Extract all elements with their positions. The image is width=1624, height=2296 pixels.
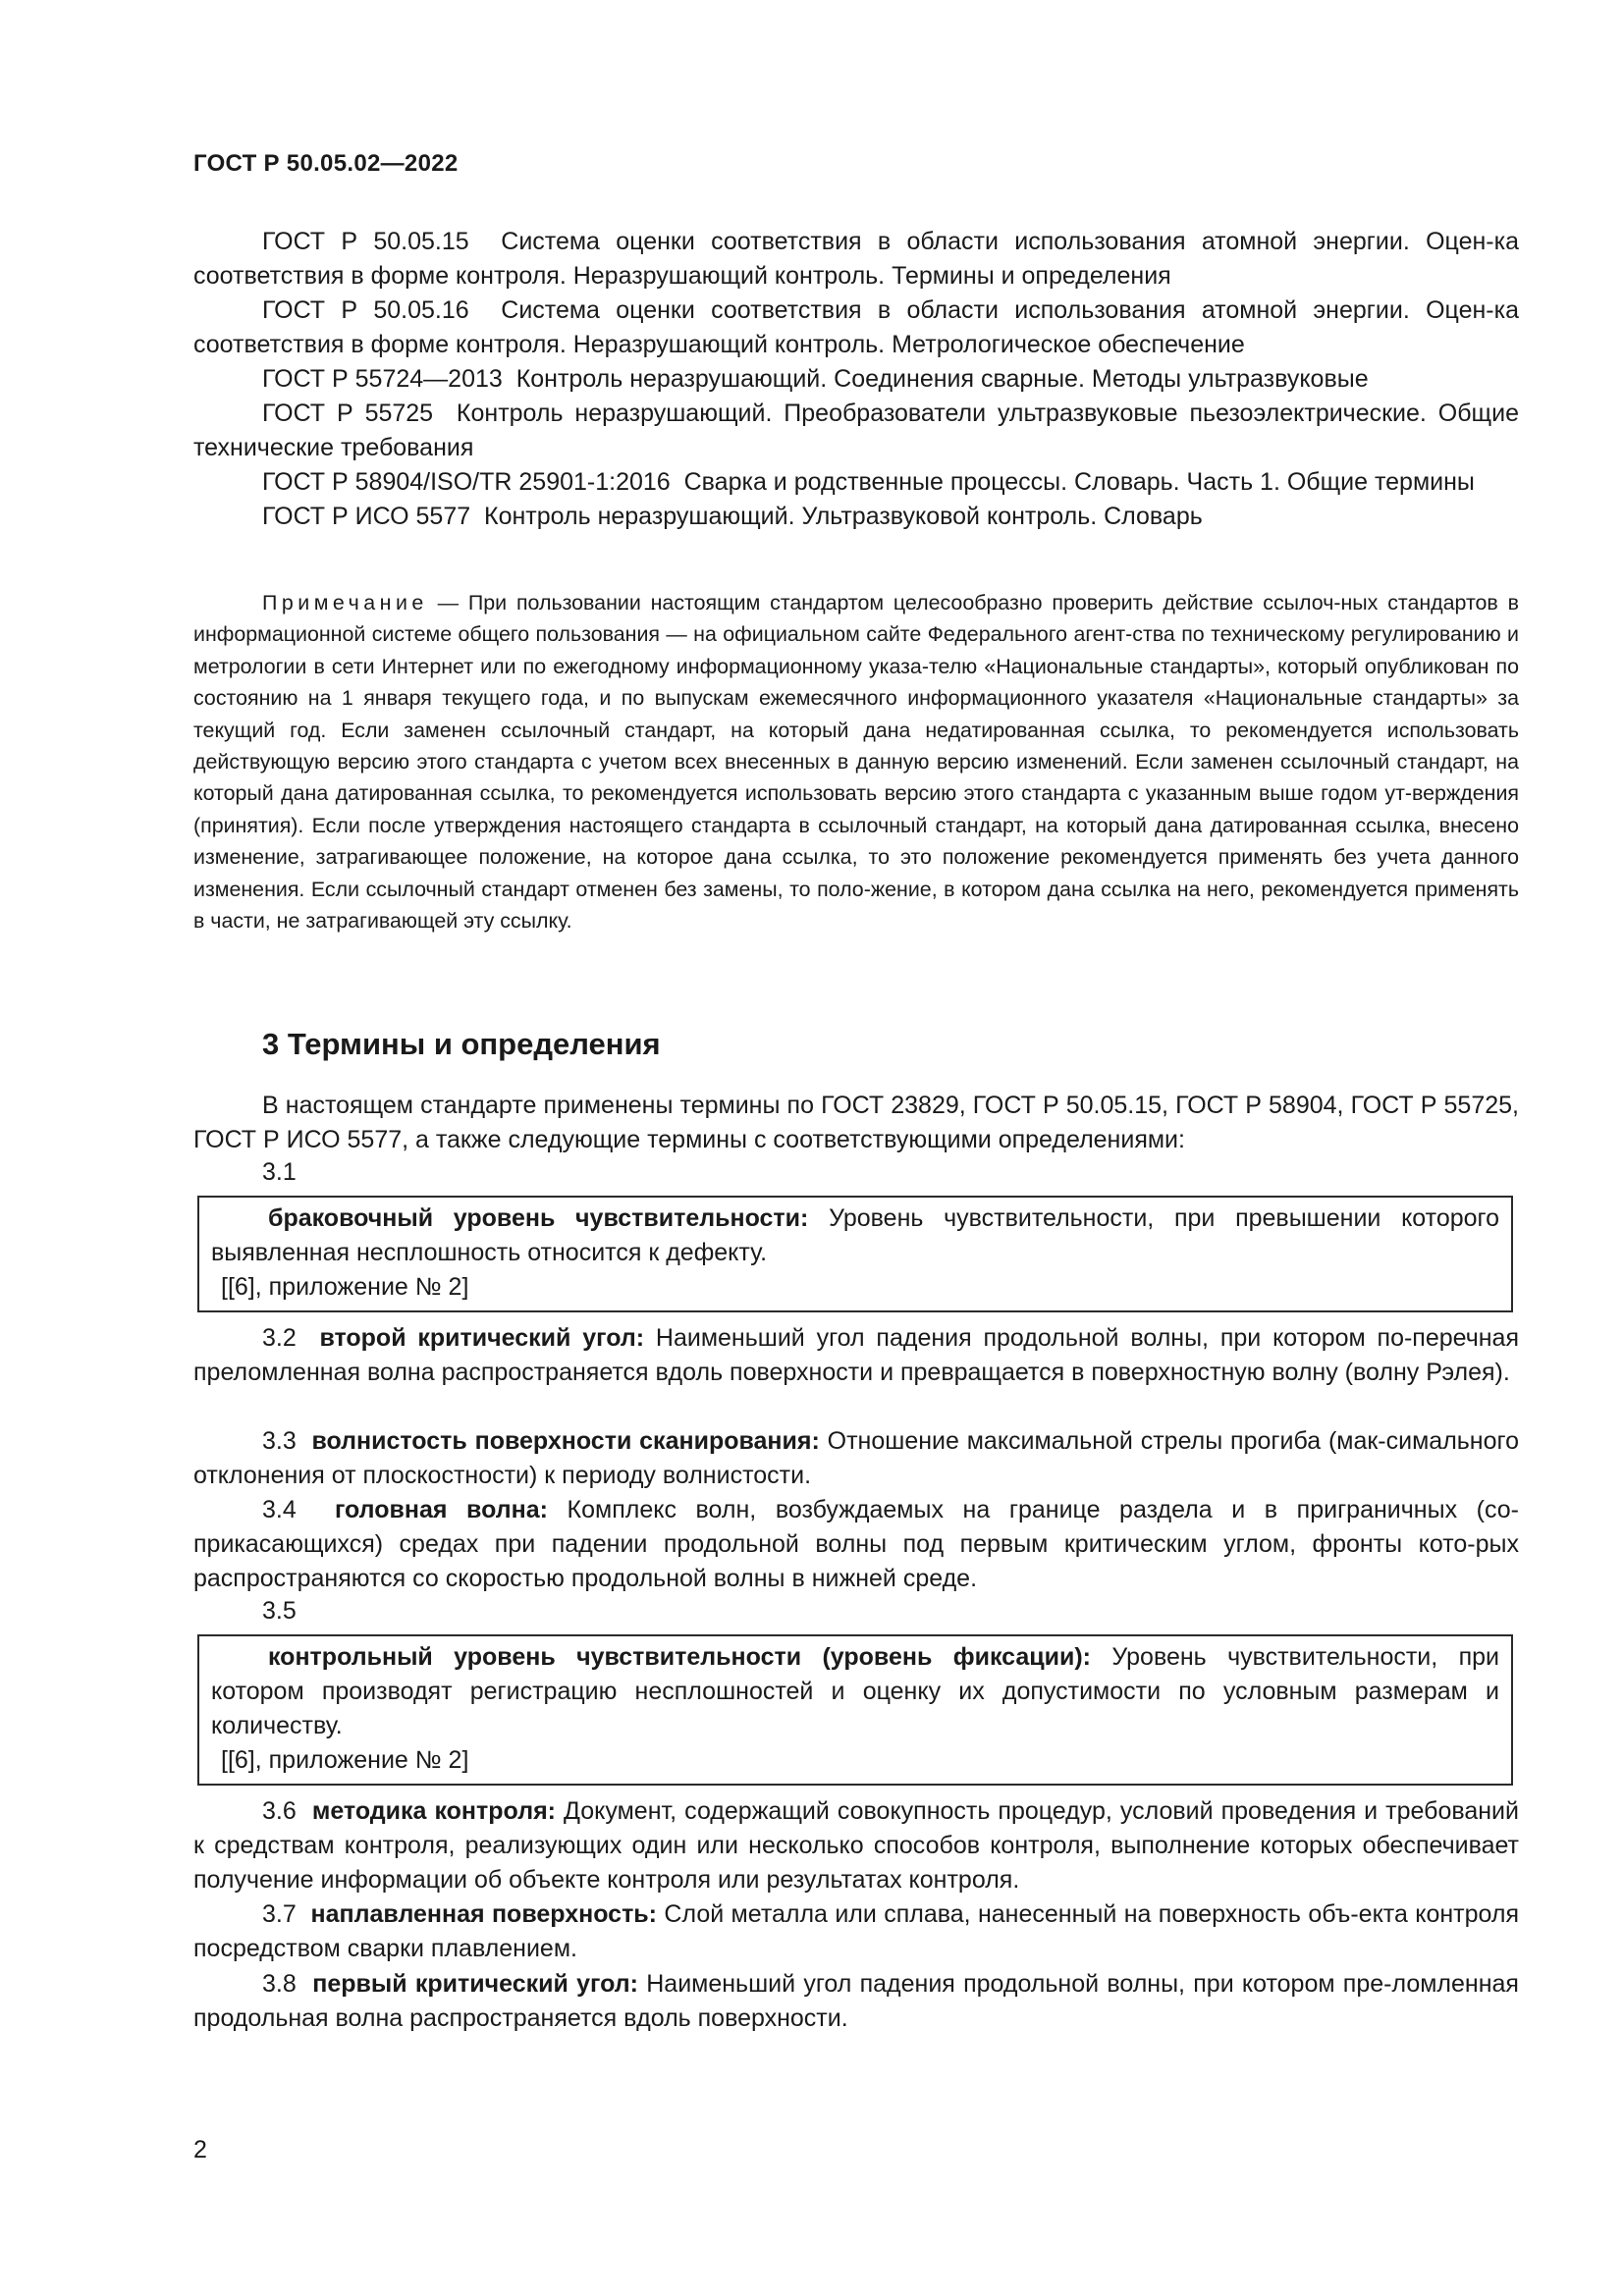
note-text: — При пользовании настоящим стандартом целесообразно проверить действие ссылоч-ных стандартов в информационной системе общего пользования — на официальном сайте Федерального агент-ства по техническому регулированию и метрологии в сети Интернет или по ежегодному информационному указа-телю «Национальные стандарты», который опубликован по состоянию на 1 января текущего года, и по выпускам ежемесячного информационного указателя «Национальные стандарты» за текущий год. Если заменен ссылочный стандарт, на который дана недатированная ссылка, то рекомендуется использовать действующую версию этого стандарта с учетом всех внесенных в данную версию изменений. Если заменен ссылочный стандарт, на который дана датированная ссылка, то рекомендуется использовать версию этого стандарта с указанным выше годом ут-верждения (принятия). Если после утверждения настоящего стандарта в ссылочный стандарт, на который дана датированная ссылка, внесено изменение, затрагивающее положение, на которое дана ссылка, то это положение рекомендуется применять без учета данного изменения. Если ссылочный стандарт отменен без замены, то поло-жение, в котором дана ссылка на него, рекомендуется применять в части, не затрагивающей эту ссылку. (193, 591, 1519, 934)
term-entry (193, 1424, 1519, 1493)
term-name: контрольный уровень чувствительности (уровень фиксации): (268, 1643, 1091, 1671)
section-3-heading: 3 Термины и определения (262, 1027, 661, 1061)
term-entry (193, 1321, 1519, 1390)
term-definition: Уровень чувствительности, при превышении которого выявленная несплошность относится к дефекту. (211, 1204, 1500, 1266)
reference-title: Контроль неразрушающий. Соединения сварные. Методы ультразвуковые (515, 365, 1369, 393)
term-name: второй критический угол: (319, 1324, 645, 1352)
term-name: головная волна: (334, 1496, 548, 1523)
reference-item (193, 294, 1519, 362)
term-name: методика контроля: (311, 1797, 556, 1825)
term-number: 3.2 (262, 1324, 297, 1352)
term-box (197, 1196, 1513, 1312)
term-name: наплавленная поверхность: (310, 1900, 658, 1928)
term-number: 3.6 (262, 1797, 297, 1825)
section-3-intro: В настоящем стандарте применены термины по ГОСТ 23829, ГОСТ Р 50.05.15, ГОСТ Р 58904, ГОСТ Р 55725, ГОСТ Р ИСО 5577, а также следующие термины с соответствующими определениями: (193, 1092, 1519, 1153)
reference-item (193, 362, 1519, 397)
reference-code: ГОСТ Р 55724—2013 (262, 365, 503, 393)
term-number: 3.3 (262, 1427, 297, 1455)
term-definition: Наименьший угол падения продольной волны, при котором по-перечная преломленная волна распространяется вдоль поверхности и превращается в поверхностную волну (волну Рэлея). (193, 1324, 1519, 1386)
reference-code: ГОСТ Р 55725 (262, 400, 434, 427)
note-paragraph (193, 587, 1519, 936)
note-label: Примечание (262, 591, 428, 614)
term-definition: Наименьший угол падения продольной волны, при котором пре-ломленная продольная волна распространяется вдоль поверхности. (193, 1970, 1519, 2032)
term-entry (193, 1967, 1519, 2036)
term-entry (211, 1640, 1499, 1743)
reference-title: Система оценки соответствия в области использования атомной энергии. Оцен-ка соответствия в форме контроля. Неразрушающий контроль. Метрологическое обеспечение (193, 296, 1519, 358)
term-number: 3.4 (262, 1496, 297, 1523)
page-number: 2 (193, 2136, 207, 2163)
term-definition: Уровень чувствительности, при котором производят регистрацию несплошностей и оценку их допустимости по условным размерам и количеству. (211, 1643, 1500, 1739)
reference-code: ГОСТ Р 50.05.15 (262, 228, 469, 255)
term-source: [[6], приложение № 2] (221, 1746, 469, 1774)
term-definition: Отношение максимальной стрелы прогиба (мак-симального отклонения от плоскостности) к периоду волнистости. (193, 1427, 1519, 1489)
reference-item (193, 225, 1519, 294)
reference-title: Контроль неразрушающий. Ультразвуковой контроль. Словарь (484, 503, 1203, 530)
term-source: [[6], приложение № 2] (221, 1273, 469, 1301)
term-box (197, 1634, 1513, 1786)
term-number: 3.8 (262, 1970, 297, 1998)
term-number: 3.7 (262, 1900, 297, 1928)
normative-references-list (193, 225, 1519, 534)
reference-code: ГОСТ Р 50.05.16 (262, 296, 469, 324)
reference-title: Сварка и родственные процессы. Словарь. Часть 1. Общие термины (683, 468, 1475, 496)
reference-code: ГОСТ Р 58904/ISO/TR 25901-1:2016 (262, 468, 671, 496)
term-number: 3.5 (262, 1597, 297, 1625)
term-entry (193, 1897, 1519, 1966)
reference-code: ГОСТ Р ИСО 5577 (262, 503, 471, 530)
term-name: первый критический угол: (312, 1970, 638, 1998)
term-entry (193, 1794, 1519, 1897)
term-definition: Комплекс волн, возбуждаемых на границе раздела и в приграничных (со-прикасающихся) средах при падении продольной волны под первым критическим углом, фронты кото-рых распространяются со скоростью продольной волны в нижней среде. (193, 1496, 1519, 1592)
reference-title: Контроль неразрушающий. Преобразователи ультразвуковые пьезоэлектрические. Общие технические требования (193, 400, 1519, 461)
term-number: 3.1 (262, 1158, 297, 1186)
reference-item (193, 465, 1519, 500)
term-definition: Документ, содержащий совокупность процедур, условий проведения и требований к средствам контроля, реализующих один или несколько способов контроля, выполнение которых обеспечивает получение информации об объекте контроля или результатах контроля. (193, 1797, 1519, 1894)
term-entry (193, 1493, 1519, 1596)
reference-item (193, 397, 1519, 465)
reference-item (193, 500, 1519, 534)
term-entry (211, 1201, 1499, 1270)
document-header-code: ГОСТ Р 50.05.02—2022 (193, 150, 459, 177)
term-name: браковочный уровень чувствительности: (268, 1204, 809, 1232)
term-name: волнистость поверхности сканирования: (311, 1427, 820, 1455)
term-definition: Слой металла или сплава, нанесенный на поверхность объ-екта контроля посредством сварки плавлением. (193, 1900, 1519, 1962)
reference-title: Система оценки соответствия в области использования атомной энергии. Оцен-ка соответствия в форме контроля. Неразрушающий контроль. Термины и определения (193, 228, 1519, 290)
